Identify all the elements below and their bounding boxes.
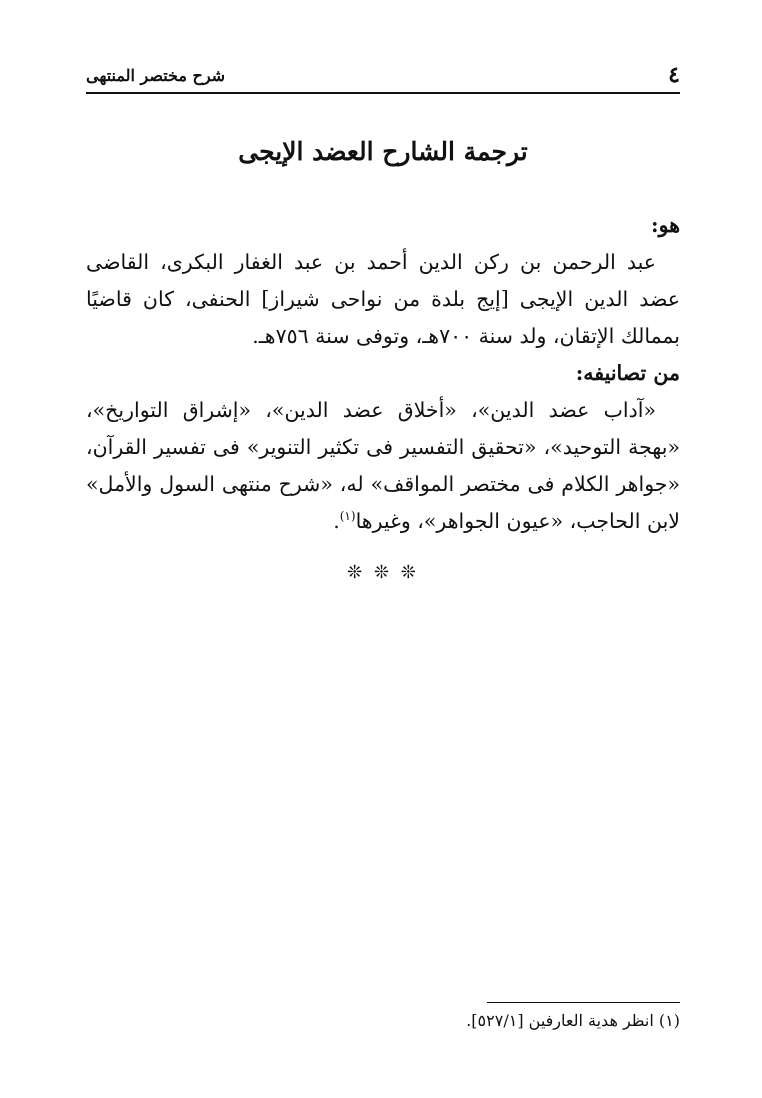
- works-label: من تصانيفه:: [575, 361, 680, 385]
- works-paragraph: [86, 392, 680, 540]
- section-title: ترجمة الشارح العضد الإيجى: [238, 137, 528, 166]
- footnote-reference[interactable]: (١): [339, 509, 356, 524]
- works-end-punctuation: .: [333, 509, 340, 533]
- page-number: ٤: [668, 62, 680, 88]
- works-text: «آداب عضد الدين»، «أخلاق عضد الدين»، «إشراق التواريخ»، «بهجة التوحيد»، «تحقيق التفسير فى تكثير التنوير» فى تفسير القرآن، «جواهر الكلام فى مختصر المواقف» له، «شرح منتهى السول والأمل» لابن الحاجب، «عيون الجواهر»، وغيرها: [86, 398, 680, 533]
- main-text: [86, 207, 680, 540]
- bio-label: هو:: [651, 213, 680, 237]
- bio-paragraph: عبد الرحمن بن ركن الدين أحمد بن عبد الغفار البكرى، القاضى عضد الدين الإيجى [إيج بلدة من نواحى شيراز] الحنفى، كان قاضيًا بممالك الإتقان، ولد سنة ٧٠٠هـ، وتوفى سنة ٧٥٦هـ.: [86, 250, 680, 348]
- footnote-divider: [487, 1002, 680, 1003]
- footnote: (١) انظر هدية العارفين [٥٢٧/١].: [466, 1011, 680, 1030]
- book-title: شرح مختصر المنتهى: [86, 66, 226, 85]
- section-separator: ❊ ❊ ❊: [347, 562, 419, 583]
- running-header: [86, 58, 680, 94]
